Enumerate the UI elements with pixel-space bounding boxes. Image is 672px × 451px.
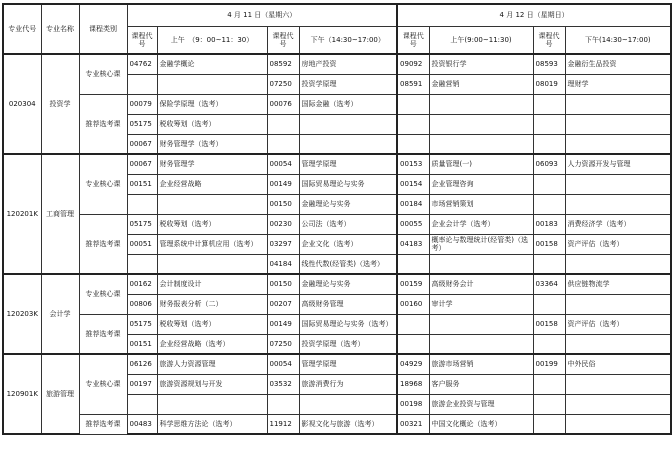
course-name-d2-pm: 资产评估（选考） xyxy=(565,314,671,334)
course-name-d2-pm xyxy=(565,414,671,434)
course-code-d2-pm: 08593 xyxy=(533,54,565,74)
course-name-d2-pm: 中外民俗 xyxy=(565,354,671,374)
course-name-d1-pm: 房地产投资 xyxy=(299,54,397,74)
course-code-d1-pm xyxy=(267,114,299,134)
header-day2: 4 月 12 日（星期日） xyxy=(397,4,671,26)
course-name-d1-pm: 线性代数(经管类)（选考） xyxy=(299,254,397,274)
course-code-d2-am: 00184 xyxy=(397,194,429,214)
course-code-d2-am xyxy=(397,334,429,354)
course-name-d1-pm: 国际贸易理论与实务 xyxy=(299,174,397,194)
course-code-d1-pm: 00076 xyxy=(267,94,299,114)
exam-schedule-table xyxy=(2,3,672,435)
course-code-d2-pm: 08019 xyxy=(533,74,565,94)
course-name-d2-pm xyxy=(565,374,671,394)
header-category: 课程类别 xyxy=(79,4,127,54)
major-code: 020304 xyxy=(3,54,41,154)
course-name-d2-am: 投资银行学 xyxy=(429,54,533,74)
course-name-d1-pm: 旅游消费行为 xyxy=(299,374,397,394)
course-name-d2-am: 审计学 xyxy=(429,294,533,314)
course-code-d2-pm xyxy=(533,394,565,414)
course-code-d2-am: 04183 xyxy=(397,234,429,254)
course-name-d2-am: 中国文化概论（选考） xyxy=(429,414,533,434)
course-code-d1-am xyxy=(127,194,157,214)
course-code-d1-pm: 00207 xyxy=(267,294,299,314)
course-name-d2-am xyxy=(429,314,533,334)
course-name-d2-pm xyxy=(565,94,671,114)
course-name-d2-pm xyxy=(565,394,671,414)
table-row xyxy=(3,314,671,334)
course-name-d1-am: 财务管理学（选考） xyxy=(157,134,267,154)
course-name-d2-pm xyxy=(565,194,671,214)
header-major-code: 专业代号 xyxy=(3,4,41,54)
course-name-d1-pm xyxy=(299,134,397,154)
course-name-d1-am: 金融学概论 xyxy=(157,54,267,74)
header-pm-d2: 下午(14:30~17:00) xyxy=(565,26,671,54)
course-code-d2-am: 00154 xyxy=(397,174,429,194)
course-category: 推荐选考课 xyxy=(79,314,127,354)
course-name-d2-pm: 供应链物流学 xyxy=(565,274,671,294)
header-code-d1-am: 课程代号 xyxy=(127,26,157,54)
course-name-d1-am xyxy=(157,254,267,274)
course-code-d2-pm: 00158 xyxy=(533,234,565,254)
course-name-d1-pm: 金融理论与实务 xyxy=(299,274,397,294)
table-row xyxy=(3,154,671,174)
exam-schedule xyxy=(2,3,670,435)
course-name-d2-am: 概率论与数理统计(经管类)（选考） xyxy=(429,234,533,254)
course-code-d1-pm: 00150 xyxy=(267,274,299,294)
course-name-d2-am xyxy=(429,94,533,114)
course-name-d1-pm: 投资学原理 xyxy=(299,74,397,94)
header-day1: 4 月 11 日（星期六） xyxy=(127,4,397,26)
major-code: 120901K xyxy=(3,354,41,434)
major-name: 工商管理 xyxy=(41,154,79,274)
course-category: 专业核心课 xyxy=(79,274,127,314)
course-code-d1-pm: 08592 xyxy=(267,54,299,74)
course-code-d1-am: 00483 xyxy=(127,414,157,434)
course-code-d1-pm: 07250 xyxy=(267,74,299,94)
course-name-d1-am: 旅游人力资源管理 xyxy=(157,354,267,374)
course-code-d2-am: 00160 xyxy=(397,294,429,314)
course-category: 推荐选考课 xyxy=(79,414,127,434)
course-name-d2-pm: 金融衍生品投资 xyxy=(565,54,671,74)
course-code-d1-am: 00067 xyxy=(127,134,157,154)
major-name: 旅游管理 xyxy=(41,354,79,434)
course-code-d1-am xyxy=(127,254,157,274)
course-name-d2-am: 市场营销策划 xyxy=(429,194,533,214)
course-code-d2-pm xyxy=(533,134,565,154)
course-code-d2-pm xyxy=(533,114,565,134)
course-name-d2-am: 金融营销 xyxy=(429,74,533,94)
course-code-d1-pm: 03532 xyxy=(267,374,299,394)
course-code-d1-pm: 00150 xyxy=(267,194,299,214)
course-name-d2-am: 旅游企业投资与管理 xyxy=(429,394,533,414)
course-code-d2-am: 00153 xyxy=(397,154,429,174)
course-name-d1-pm: 国际贸易理论与实务（选考） xyxy=(299,314,397,334)
course-name-d1-am: 税收筹划（选考） xyxy=(157,314,267,334)
course-code-d1-am: 00151 xyxy=(127,334,157,354)
course-name-d1-am: 财务管理学 xyxy=(157,154,267,174)
course-code-d2-am: 00055 xyxy=(397,214,429,234)
table-row xyxy=(3,214,671,234)
course-code-d2-am: 00198 xyxy=(397,394,429,414)
course-name-d1-am: 科学思维方法论（选考） xyxy=(157,414,267,434)
course-code-d2-pm xyxy=(533,174,565,194)
course-name-d2-am: 质量管理(一) xyxy=(429,154,533,174)
course-code-d1-pm: 07250 xyxy=(267,334,299,354)
course-category: 推荐选考课 xyxy=(79,214,127,274)
course-code-d1-pm: 00149 xyxy=(267,174,299,194)
course-category: 专业核心课 xyxy=(79,154,127,214)
course-code-d2-pm xyxy=(533,414,565,434)
course-code-d1-pm: 00054 xyxy=(267,354,299,374)
table-row xyxy=(3,414,671,434)
course-category: 专业核心课 xyxy=(79,354,127,414)
header-major-name: 专业名称 xyxy=(41,4,79,54)
course-code-d2-pm: 00199 xyxy=(533,354,565,374)
course-name-d2-pm: 资产评估（选考） xyxy=(565,234,671,254)
course-code-d2-am: 08591 xyxy=(397,74,429,94)
course-code-d2-pm xyxy=(533,334,565,354)
course-code-d2-am xyxy=(397,114,429,134)
course-name-d2-pm xyxy=(565,174,671,194)
course-code-d1-am: 00162 xyxy=(127,274,157,294)
course-name-d2-am: 旅游市场营销 xyxy=(429,354,533,374)
course-code-d1-pm: 04184 xyxy=(267,254,299,274)
course-name-d1-am xyxy=(157,194,267,214)
table-row xyxy=(3,274,671,294)
course-name-d2-pm: 理财学 xyxy=(565,74,671,94)
course-code-d2-am: 18968 xyxy=(397,374,429,394)
course-name-d1-pm: 金融理论与实务 xyxy=(299,194,397,214)
course-name-d1-am: 管理系统中计算机应用（选考） xyxy=(157,234,267,254)
major-name: 投资学 xyxy=(41,54,79,154)
course-name-d2-pm: 人力资源开发与管理 xyxy=(565,154,671,174)
header-code-d1-pm: 课程代号 xyxy=(267,26,299,54)
major-code: 120201K xyxy=(3,154,41,274)
course-name-d2-am xyxy=(429,114,533,134)
header-am-d1: 上午 （9：00~11：30） xyxy=(157,26,267,54)
course-name-d2-am xyxy=(429,334,533,354)
course-code-d1-am: 06126 xyxy=(127,354,157,374)
course-name-d1-am: 旅游资源规划与开发 xyxy=(157,374,267,394)
course-name-d2-am: 客户服务 xyxy=(429,374,533,394)
course-name-d1-am xyxy=(157,394,267,414)
course-name-d1-pm: 管理学原理 xyxy=(299,354,397,374)
header-code-d2-pm: 课程代号 xyxy=(533,26,565,54)
course-code-d1-am: 00067 xyxy=(127,154,157,174)
course-name-d2-am: 企业管理咨询 xyxy=(429,174,533,194)
course-name-d1-pm: 影视文化与旅游（选考） xyxy=(299,414,397,434)
course-code-d1-pm: 03297 xyxy=(267,234,299,254)
course-code-d2-pm xyxy=(533,194,565,214)
course-name-d1-am: 保险学原理（选考） xyxy=(157,94,267,114)
course-name-d1-am: 税收筹划（选考） xyxy=(157,214,267,234)
course-name-d2-am xyxy=(429,134,533,154)
course-name-d2-am: 企业会计学（选考） xyxy=(429,214,533,234)
course-code-d2-pm xyxy=(533,374,565,394)
course-code-d2-am xyxy=(397,94,429,114)
course-code-d2-pm xyxy=(533,294,565,314)
course-name-d1-am: 企业经营战略 xyxy=(157,174,267,194)
course-code-d1-pm: 00149 xyxy=(267,314,299,334)
course-code-d1-pm xyxy=(267,394,299,414)
course-name-d1-am xyxy=(157,74,267,94)
course-code-d2-am: 00321 xyxy=(397,414,429,434)
course-name-d1-pm xyxy=(299,114,397,134)
course-name-d1-pm: 投资学原理（选考） xyxy=(299,334,397,354)
course-name-d2-pm xyxy=(565,334,671,354)
course-code-d1-am: 00151 xyxy=(127,174,157,194)
course-name-d1-pm xyxy=(299,394,397,414)
course-code-d2-pm: 00183 xyxy=(533,214,565,234)
course-code-d1-am: 00051 xyxy=(127,234,157,254)
course-code-d2-pm: 03364 xyxy=(533,274,565,294)
course-code-d2-pm xyxy=(533,254,565,274)
course-code-d1-am: 00079 xyxy=(127,94,157,114)
course-name-d1-pm: 国际金融（选考） xyxy=(299,94,397,114)
major-name: 会计学 xyxy=(41,274,79,354)
course-name-d1-pm: 高级财务管理 xyxy=(299,294,397,314)
course-name-d2-pm: 消费经济学（选考） xyxy=(565,214,671,234)
major-code: 120203K xyxy=(3,274,41,354)
header-pm-d1: 下午（14:30~17:00） xyxy=(299,26,397,54)
table-row xyxy=(3,354,671,374)
course-code-d1-am: 05175 xyxy=(127,314,157,334)
course-code-d1-am: 05175 xyxy=(127,214,157,234)
course-code-d2-am: 09092 xyxy=(397,54,429,74)
course-code-d1-pm: 00054 xyxy=(267,154,299,174)
course-code-d1-am xyxy=(127,394,157,414)
course-code-d2-am: 04929 xyxy=(397,354,429,374)
header-am-d2: 上午(9:00~11:30) xyxy=(429,26,533,54)
table-row xyxy=(3,94,671,114)
header-code-d2-am: 课程代号 xyxy=(397,26,429,54)
course-code-d1-am: 00806 xyxy=(127,294,157,314)
course-name-d1-am: 企业经营战略（选考） xyxy=(157,334,267,354)
course-code-d1-pm: 11912 xyxy=(267,414,299,434)
course-code-d2-pm xyxy=(533,94,565,114)
course-name-d1-am: 会计制度设计 xyxy=(157,274,267,294)
course-name-d1-pm: 企业文化（选考） xyxy=(299,234,397,254)
course-name-d1-pm: 管理学原理 xyxy=(299,154,397,174)
course-name-d1-am: 税收筹划（选考） xyxy=(157,114,267,134)
course-category: 专业核心课 xyxy=(79,54,127,94)
course-name-d2-pm xyxy=(565,254,671,274)
course-code-d1-pm xyxy=(267,134,299,154)
course-code-d2-pm: 00158 xyxy=(533,314,565,334)
course-category: 推荐选考课 xyxy=(79,94,127,154)
course-code-d2-am xyxy=(397,134,429,154)
course-code-d1-am: 04762 xyxy=(127,54,157,74)
course-name-d1-am: 财务报表分析（二） xyxy=(157,294,267,314)
course-code-d2-am xyxy=(397,254,429,274)
course-code-d2-pm: 06093 xyxy=(533,154,565,174)
course-code-d1-am: 05175 xyxy=(127,114,157,134)
table-row xyxy=(3,54,671,74)
course-name-d2-pm xyxy=(565,134,671,154)
course-name-d2-pm xyxy=(565,114,671,134)
course-code-d1-pm: 00230 xyxy=(267,214,299,234)
course-name-d2-pm xyxy=(565,294,671,314)
course-code-d2-am: 00159 xyxy=(397,274,429,294)
course-code-d2-am xyxy=(397,314,429,334)
course-name-d2-am: 高级财务会计 xyxy=(429,274,533,294)
course-code-d1-am xyxy=(127,74,157,94)
course-name-d1-pm: 公司法（选考） xyxy=(299,214,397,234)
course-name-d2-am xyxy=(429,254,533,274)
course-code-d1-am: 00197 xyxy=(127,374,157,394)
